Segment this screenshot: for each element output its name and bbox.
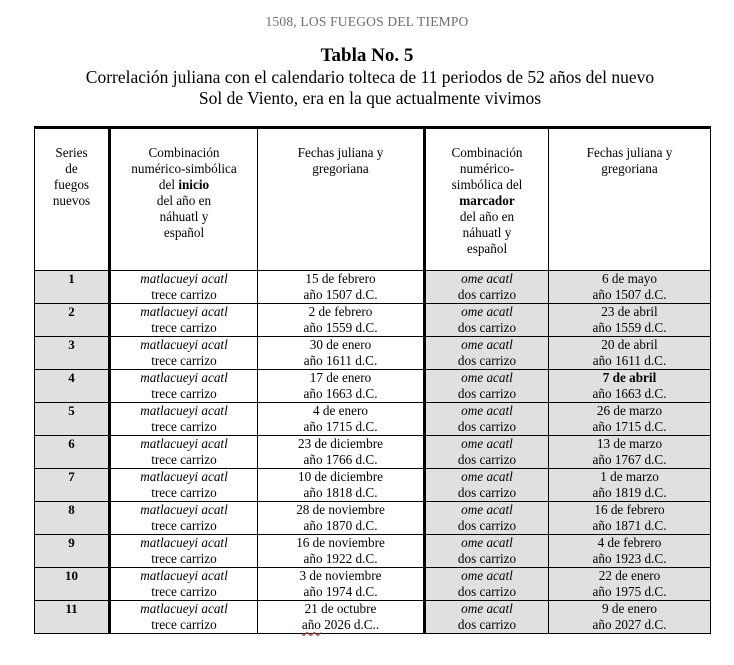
fecha-marcador-cell <box>549 337 711 370</box>
fecha-marcador-anio: año 1611 d.C. <box>592 353 667 368</box>
header-marcador-line: Combinación <box>451 145 523 160</box>
series-number: 5 <box>35 403 110 436</box>
header-series-line: Series <box>55 145 88 160</box>
fecha-inicio-anio: año 1507 d.C. <box>303 287 378 302</box>
marcador-espanol: dos carrizo <box>457 518 517 533</box>
header-marcador-line: español <box>466 241 508 256</box>
fecha-inicio-dia: 28 de noviembre <box>296 502 385 517</box>
fecha-inicio-anio <box>258 617 423 633</box>
fecha-inicio-dia: 30 de enero <box>309 337 372 352</box>
inicio-nahuatl: matlacueyi acatl <box>140 337 228 352</box>
marcador-espanol: dos carrizo <box>457 617 517 632</box>
table-row <box>35 436 711 469</box>
header-marcador-keyword: marcador <box>459 193 515 208</box>
marcador-nahuatl: ome acatl <box>461 568 513 583</box>
fecha-marcador-cell <box>549 304 711 337</box>
series-number: 6 <box>35 436 110 469</box>
header-inicio-line: español <box>163 225 205 240</box>
fecha-inicio-cell <box>258 370 425 403</box>
table-row <box>35 271 711 304</box>
fecha-inicio-anio-rest: 2026 d.C.. <box>320 617 380 632</box>
marcador-nahuatl: ome acatl <box>461 469 513 484</box>
marcador-cell <box>425 403 549 436</box>
marcador-cell <box>425 568 549 601</box>
fecha-marcador-anio: año 1663 d.C. <box>592 386 667 401</box>
inicio-cell <box>110 568 258 601</box>
header-fechas-line: Fechas juliana y <box>297 145 384 160</box>
marcador-cell <box>425 502 549 535</box>
marcador-cell <box>425 601 549 634</box>
marcador-nahuatl: ome acatl <box>461 535 513 550</box>
fecha-marcador-anio: año 2027 d.C. <box>592 617 667 632</box>
fecha-marcador-cell <box>549 568 711 601</box>
fecha-marcador-cell <box>549 370 711 403</box>
marcador-nahuatl: ome acatl <box>461 271 513 286</box>
marcador-cell <box>425 535 549 568</box>
fecha-marcador-dia: 9 de enero <box>602 601 657 616</box>
series-number: 8 <box>35 502 110 535</box>
fecha-marcador-cell <box>549 271 711 304</box>
table-row <box>35 502 711 535</box>
marcador-nahuatl: ome acatl <box>461 337 513 352</box>
fecha-inicio-dia: 16 de noviembre <box>296 535 385 550</box>
header-series-line: nuevos <box>52 193 91 208</box>
inicio-cell <box>110 271 258 304</box>
marcador-espanol: dos carrizo <box>457 584 517 599</box>
fecha-marcador-dia: 7 de abril <box>602 370 657 385</box>
marcador-cell <box>425 436 549 469</box>
inicio-cell <box>110 601 258 634</box>
header-marcador <box>425 128 549 271</box>
fecha-inicio-anio: año 1559 d.C. <box>303 320 378 335</box>
marcador-espanol: dos carrizo <box>457 419 517 434</box>
header-marcador-line: del año en <box>459 209 515 224</box>
header-inicio-line: náhuatl y <box>159 209 209 224</box>
table-title: Tabla No. 5 <box>320 45 414 66</box>
header-series <box>35 128 110 271</box>
caption-line-2: Sol de Viento, era en la que actualmente vivimos <box>198 88 542 108</box>
header-inicio-line: del año en <box>156 193 212 208</box>
fecha-inicio-dia: 15 de febrero <box>305 271 376 286</box>
fecha-inicio-cell <box>258 535 425 568</box>
marcador-espanol: dos carrizo <box>457 452 517 467</box>
inicio-cell <box>110 304 258 337</box>
fecha-inicio-dia: 2 de febrero <box>308 304 373 319</box>
fecha-marcador-cell <box>549 601 711 634</box>
marcador-espanol: dos carrizo <box>457 287 517 302</box>
inicio-espanol: trece carrizo <box>151 419 217 434</box>
marcador-cell <box>425 271 549 304</box>
fecha-inicio-dia: 17 de enero <box>309 370 372 385</box>
fecha-marcador-cell <box>549 535 711 568</box>
inicio-espanol: trece carrizo <box>151 320 217 335</box>
fecha-inicio-anio-word: año <box>301 617 321 632</box>
table-row <box>35 568 711 601</box>
inicio-nahuatl: matlacueyi acatl <box>140 436 228 451</box>
fecha-inicio-anio: año 1611 d.C. <box>303 353 378 368</box>
marcador-nahuatl: ome acatl <box>461 601 513 616</box>
fecha-inicio-dia: 3 de noviembre <box>299 568 382 583</box>
inicio-espanol: trece carrizo <box>151 485 217 500</box>
marcador-espanol: dos carrizo <box>457 320 517 335</box>
fecha-marcador-cell <box>549 436 711 469</box>
table-row <box>35 469 711 502</box>
inicio-espanol: trece carrizo <box>151 353 217 368</box>
marcador-espanol: dos carrizo <box>457 386 517 401</box>
series-number: 2 <box>35 304 110 337</box>
inicio-cell <box>110 337 258 370</box>
marcador-espanol: dos carrizo <box>457 551 517 566</box>
running-head: 1508, LOS FUEGOS DEL TIEMPO <box>265 14 469 29</box>
fecha-marcador-dia: 13 de marzo <box>596 436 663 451</box>
header-fechas-line: gregoriana <box>312 161 369 176</box>
fecha-marcador-cell <box>549 502 711 535</box>
fecha-inicio-dia: 21 de octubre <box>304 601 377 616</box>
inicio-espanol: trece carrizo <box>151 551 217 566</box>
header-series-line: de <box>65 161 78 176</box>
inicio-espanol: trece carrizo <box>151 386 217 401</box>
fecha-inicio-anio: año 1663 d.C. <box>303 386 378 401</box>
series-number: 3 <box>35 337 110 370</box>
fecha-inicio-dia: 4 de enero <box>313 403 368 418</box>
inicio-nahuatl: matlacueyi acatl <box>140 403 228 418</box>
inicio-cell <box>110 469 258 502</box>
fecha-marcador-anio: año 1715 d.C. <box>592 419 667 434</box>
fecha-inicio-cell <box>258 436 425 469</box>
table-row <box>35 337 711 370</box>
inicio-nahuatl: matlacueyi acatl <box>140 568 228 583</box>
fecha-marcador-anio: año 1559 d.C. <box>592 320 667 335</box>
table-row <box>35 601 711 634</box>
header-inicio-keyword: inicio <box>178 177 210 192</box>
inicio-cell <box>110 370 258 403</box>
fecha-inicio-cell <box>258 601 425 634</box>
series-number: 4 <box>35 370 110 403</box>
inicio-espanol: trece carrizo <box>151 584 217 599</box>
fecha-inicio-dia: 23 de diciembre <box>298 436 383 451</box>
fecha-inicio-anio: año 1818 d.C. <box>303 485 378 500</box>
fecha-inicio-cell <box>258 271 425 304</box>
header-marcador-line: numérico- <box>459 161 515 176</box>
inicio-nahuatl: matlacueyi acatl <box>140 370 228 385</box>
fecha-marcador-anio: año 1923 d.C. <box>592 551 667 566</box>
header-fechas-line: gregoriana <box>601 161 658 176</box>
fecha-marcador-dia: 22 de enero <box>598 568 661 583</box>
fecha-marcador-dia: 1 de marzo <box>600 469 659 484</box>
fecha-inicio-cell <box>258 304 425 337</box>
header-inicio-line: Combinación <box>148 145 220 160</box>
fecha-marcador-cell <box>549 403 711 436</box>
inicio-cell <box>110 502 258 535</box>
table-row <box>35 535 711 568</box>
marcador-cell <box>425 304 549 337</box>
header-series-line: fuegos <box>53 177 90 192</box>
marcador-espanol: dos carrizo <box>457 485 517 500</box>
fecha-marcador-anio: año 1507 d.C. <box>592 287 667 302</box>
marcador-nahuatl: ome acatl <box>461 502 513 517</box>
inicio-espanol: trece carrizo <box>151 452 217 467</box>
fecha-marcador-anio: año 1819 d.C. <box>592 485 667 500</box>
series-number: 1 <box>35 271 110 304</box>
inicio-cell <box>110 403 258 436</box>
inicio-cell <box>110 436 258 469</box>
fecha-inicio-anio: año 1715 d.C. <box>303 419 378 434</box>
inicio-nahuatl: matlacueyi acatl <box>140 304 228 319</box>
inicio-nahuatl: matlacueyi acatl <box>140 502 228 517</box>
header-inicio-pre: del <box>158 177 179 192</box>
fecha-inicio-cell <box>258 403 425 436</box>
series-number: 10 <box>35 568 110 601</box>
table-row <box>35 370 711 403</box>
table-row <box>35 403 711 436</box>
header-fechas-line: Fechas juliana y <box>586 145 673 160</box>
fecha-inicio-anio: año 1766 d.C. <box>303 452 378 467</box>
series-number: 7 <box>35 469 110 502</box>
inicio-nahuatl: matlacueyi acatl <box>140 601 228 616</box>
marcador-cell <box>425 469 549 502</box>
fecha-marcador-dia: 23 de abril <box>601 304 658 319</box>
fecha-marcador-anio: año 1871 d.C. <box>592 518 667 533</box>
fecha-inicio-anio: año 1870 d.C. <box>303 518 378 533</box>
inicio-cell <box>110 535 258 568</box>
table-body <box>35 271 711 634</box>
fecha-inicio-dia: 10 de diciembre <box>298 469 383 484</box>
table-caption <box>30 67 710 109</box>
marcador-nahuatl: ome acatl <box>461 403 513 418</box>
header-inicio <box>110 128 258 271</box>
header-marcador-line: náhuatl y <box>462 225 512 240</box>
fecha-marcador-dia: 26 de marzo <box>596 403 663 418</box>
fecha-inicio-cell <box>258 337 425 370</box>
fecha-marcador-dia: 16 de febrero <box>594 502 665 517</box>
fecha-inicio-anio: año 1922 d.C. <box>303 551 378 566</box>
marcador-nahuatl: ome acatl <box>461 370 513 385</box>
fecha-inicio-cell <box>258 469 425 502</box>
inicio-espanol: trece carrizo <box>151 617 217 632</box>
header-row <box>35 128 711 271</box>
fecha-marcador-dia: 6 de mayo <box>602 271 657 286</box>
marcador-cell <box>425 337 549 370</box>
series-number: 11 <box>35 601 110 634</box>
series-number: 9 <box>35 535 110 568</box>
marcador-nahuatl: ome acatl <box>461 304 513 319</box>
fecha-marcador-anio: año 1767 d.C. <box>592 452 667 467</box>
fecha-inicio-cell <box>258 568 425 601</box>
header-marcador-line: simbólica del <box>451 177 523 192</box>
fecha-marcador-anio: año 1975 d.C. <box>592 584 667 599</box>
header-inicio-line <box>113 177 255 193</box>
marcador-espanol: dos carrizo <box>457 353 517 368</box>
fecha-marcador-dia: 20 de abril <box>601 337 658 352</box>
marcador-cell <box>425 370 549 403</box>
table-row <box>35 304 711 337</box>
fecha-marcador-cell <box>549 469 711 502</box>
fecha-marcador-dia: 4 de febrero <box>597 535 662 550</box>
header-inicio-line: numérico-simbólica <box>131 161 237 176</box>
inicio-nahuatl: matlacueyi acatl <box>140 535 228 550</box>
fecha-inicio-anio: año 1974 d.C. <box>303 584 378 599</box>
header-fechas-marcador <box>549 128 711 271</box>
inicio-nahuatl: matlacueyi acatl <box>140 271 228 286</box>
fecha-inicio-cell <box>258 502 425 535</box>
inicio-espanol: trece carrizo <box>151 287 217 302</box>
header-fechas-inicio <box>258 128 425 271</box>
correlation-table <box>34 126 711 634</box>
marcador-nahuatl: ome acatl <box>461 436 513 451</box>
caption-line-1: Correlación juliana con el calendario tolteca de 11 periodos de 52 años del nuevo <box>85 67 655 87</box>
inicio-nahuatl: matlacueyi acatl <box>140 469 228 484</box>
inicio-espanol: trece carrizo <box>151 518 217 533</box>
